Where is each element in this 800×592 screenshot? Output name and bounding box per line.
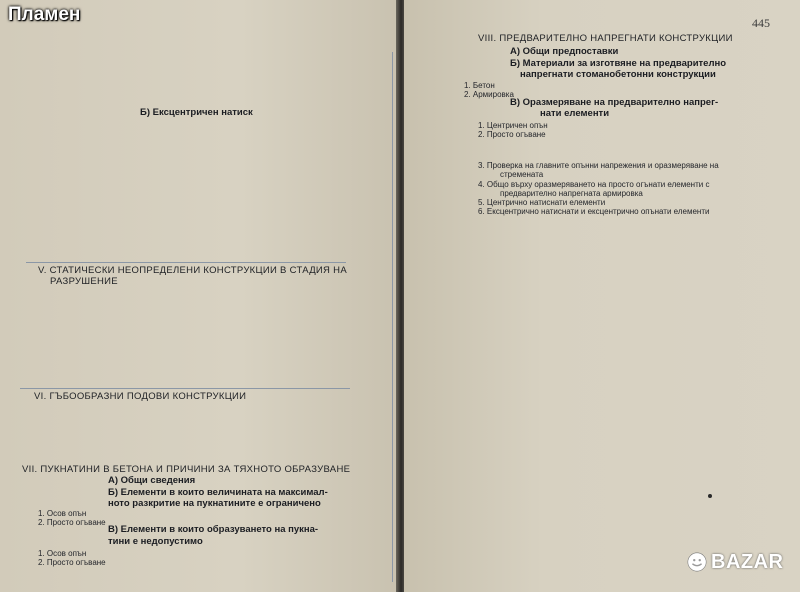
- right-section-b-line2: напрегнати стоманобетонни конструкции: [520, 69, 716, 80]
- left-vii-section-v-line1: В) Елементи в които образуването на пукна-: [108, 524, 319, 535]
- right-section-v-line1: В) Оразмеряване на предварително напрег-: [510, 97, 719, 108]
- bazar-watermark: [686, 548, 794, 576]
- right-item-reinforcement: 2. Армировка: [464, 90, 514, 99]
- left-chapter-vii-title: VII. ПУКНАТИНИ В БЕТОНА И ПРИЧИНИ ЗА ТЯХНОТО ОБРАЗУВАНЕ: [22, 464, 351, 475]
- right-item-general-design-line1: 4. Общо върху оразмеряването на просто огънати елементи с: [478, 180, 710, 189]
- ink-dot: [708, 494, 712, 498]
- left-vii-axial-tension: 1. Осов опън: [38, 509, 87, 518]
- left-vii-section-b-line1: Б) Елементи в които величината на максимал-: [108, 487, 328, 498]
- left-chapter-vi-title: VI. ГЪБООБРАЗНИ ПОДОВИ КОНСТРУКЦИИ: [34, 391, 247, 402]
- chapter-rule: [26, 262, 346, 263]
- left-vii-section-b-line2: ното разкритие на пукнатините е ограничено: [108, 498, 321, 509]
- right-item-principal-stress-check-line1: 3. Проверка на главните опънни напрежения и оразмеряване на: [478, 161, 719, 170]
- watermark-text: BAZAR: [711, 550, 784, 573]
- left-chapter-v-title-line2: РАЗРУШЕНИЕ: [50, 276, 118, 287]
- left-vii-simple-bending: 2. Просто огъване: [38, 518, 106, 527]
- left-vii-section-a: А) Общи сведения: [108, 475, 196, 486]
- right-item-principal-stress-check-line2: стремената: [500, 170, 544, 179]
- left-section-eccentric-compression: Б) Ексцентричен натиск: [140, 107, 253, 118]
- right-item-eccentric-compression-tension: 6. Ексцентрично натиснати и ексцентрично опънати елементи: [478, 207, 710, 216]
- right-item-general-design-line2: предварително напрегната армировка: [500, 189, 643, 198]
- right-section-a: А) Общи предпоставки: [510, 46, 619, 57]
- right-item-centric-compression: 5. Центрично натиснати елементи: [478, 198, 606, 207]
- left-vii-axial-tension-2: 1. Осов опън: [38, 549, 87, 558]
- left-vii-section-v-line2: тини е недопустимо: [108, 536, 203, 547]
- right-item-simple-bending: 2. Просто огъване: [478, 130, 546, 139]
- seller-logo: Пламен: [8, 4, 81, 25]
- right-item-central-tension: 1. Центричен опън: [478, 121, 548, 130]
- left-chapter-v-title-line1: V. СТАТИЧЕСКИ НЕОПРЕДЕЛЕНИ КОНСТРУКЦИИ В СТАДИЯ НА: [38, 265, 347, 276]
- page-number: 445: [752, 16, 770, 30]
- smile-logo-icon: [686, 551, 708, 573]
- right-section-v-line2: нати елементи: [540, 108, 610, 119]
- column-rule: [392, 52, 393, 582]
- right-section-b-line1: Б) Материали за изготвяне на предварително: [510, 58, 727, 69]
- right-chapter-title: VIII. ПРЕДВАРИТЕЛНО НАПРЕГНАТИ КОНСТРУКЦИИ: [478, 33, 733, 44]
- chapter-rule: [20, 388, 350, 389]
- left-vii-simple-bending-2: 2. Просто огъване: [38, 558, 106, 567]
- right-item-concrete: 1. Бетон: [464, 81, 495, 90]
